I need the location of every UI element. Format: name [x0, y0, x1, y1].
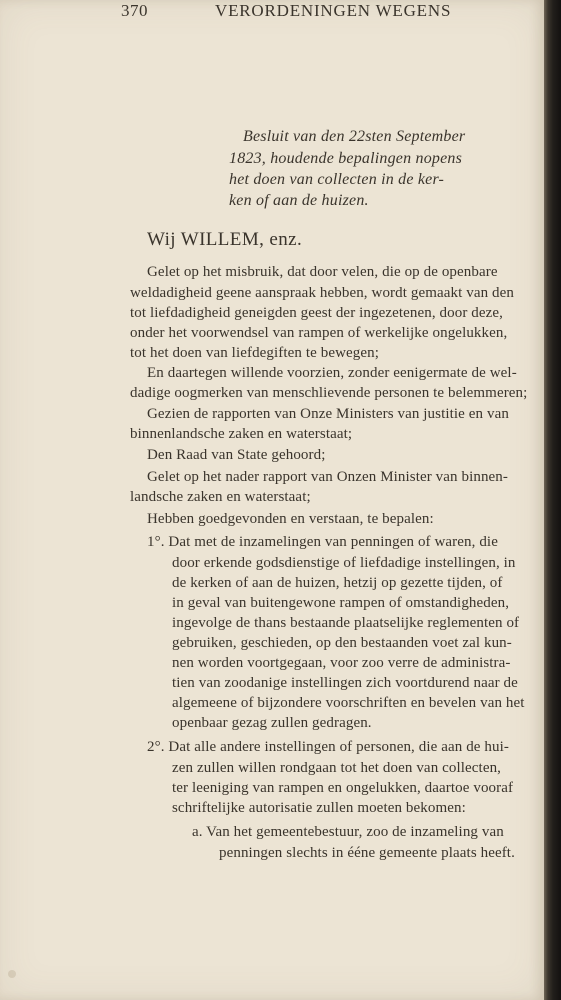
running-header — [0, 0, 544, 22]
body-line: tot liefdadigheid geneigden geest der ingezetenen, door deze, — [130, 305, 504, 321]
article-line: openbaar gezag zullen gedragen. — [172, 715, 372, 731]
title-line: het doen van collecten in de ker- — [229, 171, 445, 188]
article-line: ingevolge de thans bestaande plaatselijke reglementen of — [172, 615, 520, 631]
paper-spot — [8, 970, 16, 978]
body-line: Den Raad van State gehoord; — [147, 447, 326, 463]
body-line: En daartegen willende voorzien, zonder eenigermate de wel- — [147, 365, 517, 381]
article-line: de kerken of aan de huizen, hetzij op gezette tijden, of — [172, 575, 503, 591]
body-line: Gelet op het nader rapport van Onzen Minister van binnen- — [147, 469, 508, 485]
body-line: landsche zaken en waterstaat; — [130, 489, 311, 505]
article-line: tien van zoodanige instellingen zich voortdurend naar de — [172, 675, 518, 691]
article-line: door erkende godsdienstige of liefdadige instellingen, in — [172, 555, 516, 571]
subclause-line: a. Van het gemeentebestuur, zoo de inzameling van — [192, 824, 504, 840]
body-line: Gelet op het misbruik, dat door velen, die op de openbare — [147, 264, 498, 280]
article-line: 1°. Dat met de inzamelingen van penningen of waren, die — [147, 534, 498, 550]
article-line: ter leeniging van rampen en ongelukken, daartoe vooraf — [172, 780, 514, 796]
title-line: 1823, houdende bepalingen nopens — [229, 150, 463, 167]
body-line: onder het voorwendsel van rampen of werkelijke ongelukken, — [130, 325, 508, 341]
subclause-line: penningen slechts in ééne gemeente plaats heeft. — [219, 845, 515, 861]
title-line: ken of aan de huizen. — [229, 192, 369, 209]
body-line: Hebben goedgevonden en verstaan, te bepalen: — [147, 511, 434, 527]
article-line: schriftelijke autorisatie zullen moeten bekomen: — [172, 800, 466, 816]
body-line: binnenlandsche zaken en waterstaat; — [130, 426, 353, 442]
body-line: weldadigheid geene aanspraak hebben, wordt gemaakt van den — [130, 285, 514, 301]
salutation: Wij WILLEM, enz. — [147, 229, 303, 250]
article-line: nen worden voortgegaan, voor zoo verre de administra- — [172, 655, 511, 671]
article-line: gebruiken, geschieden, op den bestaanden voet zal kun- — [172, 635, 512, 651]
title-line: Besluit van den 22sten September — [243, 128, 466, 145]
book-binding-edge — [544, 0, 561, 1000]
article-line: algemeene of bijzondere voorschriften en bevelen van het — [172, 695, 525, 711]
article-line: 2°. Dat alle andere instellingen of personen, die aan de hui- — [147, 739, 509, 755]
body-line: tot het doen van liefdegiften te bewegen; — [130, 345, 380, 361]
article-line: zen zullen willen rondgaan tot het doen van collecten, — [172, 760, 502, 776]
running-head: VERORDENINGEN WEGENS — [215, 1, 452, 20]
body-line: Gezien de rapporten van Onze Ministers van justitie en van — [147, 406, 509, 422]
page-number: 370 — [121, 1, 148, 20]
article-line: in geval van buitengewone rampen of omstandigheden, — [172, 595, 510, 611]
body-line: dadige oogmerken van menschlievende personen te belemmeren; — [130, 385, 528, 401]
